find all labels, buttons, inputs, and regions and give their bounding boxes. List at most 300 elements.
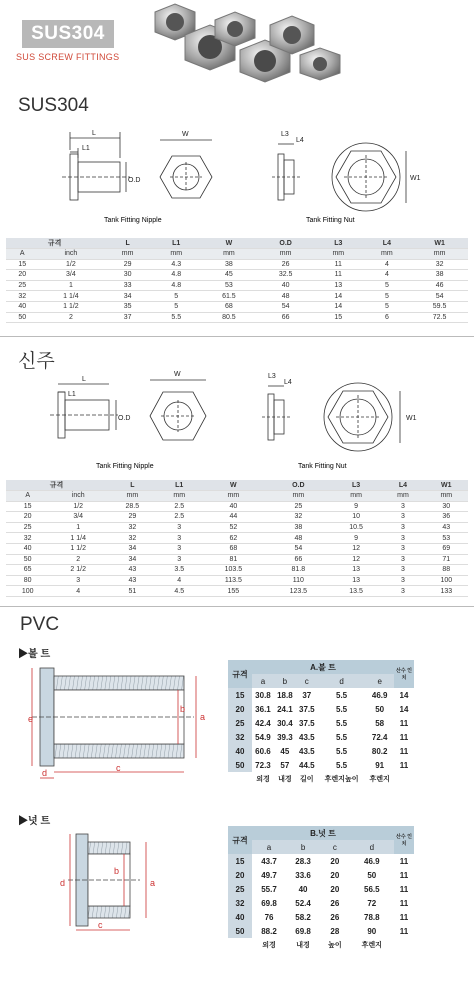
brass-table-cell: 30 xyxy=(425,501,468,512)
sus304-table-cell: 15 xyxy=(6,259,38,270)
brass-table-cell: 2 xyxy=(49,554,107,565)
brass-table-cell: 71 xyxy=(425,554,468,565)
brass-table-cell: 133 xyxy=(425,586,468,597)
sus304-table-cell: 30 xyxy=(103,270,152,281)
bolt-table-row xyxy=(228,702,414,716)
brass-table-cell: 13 xyxy=(331,565,382,576)
dim-OD: O.D xyxy=(128,177,141,184)
sus304-table-row xyxy=(6,270,468,281)
dim-L: L xyxy=(92,130,96,137)
brass-table-cell: 34 xyxy=(107,543,158,554)
bolt-extra-header: 산수 인치 xyxy=(394,660,414,688)
brass-table-cell: 36 xyxy=(425,512,468,523)
sus304-table-cell: 4 xyxy=(363,259,412,270)
sus304-table-cell: 35 xyxy=(103,301,152,312)
sus304-table-cell: 15 xyxy=(314,312,363,323)
dim-L3: L3 xyxy=(281,131,289,138)
sus304-table-row xyxy=(6,312,468,323)
brass-table-cell: 53 xyxy=(425,533,468,544)
sus304-table-row xyxy=(6,259,468,270)
brass-table-cell: 32 xyxy=(266,512,331,523)
brass-table-cell: 2.5 xyxy=(158,501,201,512)
sus304-table-cell: 1 xyxy=(38,280,103,291)
brass-table-cell: 81 xyxy=(201,554,266,565)
sus304-table-cell: 54 xyxy=(257,301,314,312)
bolt-table-cell: 58 xyxy=(375,718,385,728)
brass-table-cell: 32 xyxy=(107,522,158,533)
brass-table-row xyxy=(6,554,468,565)
brass-table-cell: 40 xyxy=(201,501,266,512)
brass-table-cell: 3 xyxy=(158,522,201,533)
bolt-table-cell: 54.9 xyxy=(255,732,271,742)
bolt-table-footer-cell: 후렌지 xyxy=(369,776,390,783)
nut-table-cell: 76 xyxy=(264,912,274,922)
brass-table-cell: 3 xyxy=(49,575,107,586)
brass-dim-W: W xyxy=(174,371,181,378)
bolt-dim-e: e xyxy=(28,714,34,724)
brass-table-cell: 13 xyxy=(331,575,382,586)
sus304-table-cell: 38 xyxy=(411,270,468,281)
bolt-table-cell: 39.3 xyxy=(277,732,293,742)
nut-group-header: B.넛 트 xyxy=(252,826,394,840)
section-title-pvc: PVC xyxy=(20,614,60,635)
bolt-gauge-header: 규격 xyxy=(228,660,252,688)
brass-table-cell: 113.5 xyxy=(201,575,266,586)
col-L1: L1 xyxy=(152,238,201,249)
brass-table-cell: 123.5 xyxy=(266,586,331,597)
nut-dim-b: b xyxy=(114,866,120,876)
brass-table-cell: 1 1/2 xyxy=(49,543,107,554)
nut-table-cell: 78.8 xyxy=(364,912,380,922)
brass-table-cell: 13.5 xyxy=(331,586,382,597)
brass-table-cell: 10.5 xyxy=(331,522,382,533)
sus304-table-cell: 5 xyxy=(152,301,201,312)
bolt-table-cell: 5.5 xyxy=(336,760,348,770)
bolt-table-footer-cell: 후렌지높이 xyxy=(324,776,359,783)
brass-table-cell: 28.5 xyxy=(107,501,158,512)
sus304-table-cell: 33 xyxy=(103,280,152,291)
nut-front-view xyxy=(332,143,406,211)
pvc-nut-drawing xyxy=(52,828,174,932)
bolt-table-row xyxy=(228,688,414,702)
nut-table-footer-cell: 외경 xyxy=(262,942,276,949)
brass-table-cell: 3 xyxy=(381,533,424,544)
nut-table-cell: 46.9 xyxy=(364,856,380,866)
sus304-table-cell: 32 xyxy=(6,291,38,302)
brand-subtitle: SUS SCREW FITTINGS xyxy=(16,52,120,62)
bolt-thread-top xyxy=(54,676,184,690)
sus304-table-cell: 5 xyxy=(152,291,201,302)
nut-thread-top xyxy=(88,842,130,854)
sus304-table-row xyxy=(6,280,468,291)
sus304-table-cell: 14 xyxy=(314,291,363,302)
nut-table-cell: 20 xyxy=(330,870,340,880)
brass-nut-front-view xyxy=(324,383,400,451)
sus304-drawings xyxy=(0,118,474,236)
brass-table-cell: 43 xyxy=(425,522,468,533)
sus304-table-cell: 45 xyxy=(201,270,258,281)
sus304-table-cell: 6 xyxy=(363,312,412,323)
brass-table-cell: 15 xyxy=(6,501,49,512)
nut-table-cell: 28.3 xyxy=(295,856,311,866)
brass-table-cell: 62 xyxy=(201,533,266,544)
bolt-table-cell: 46.9 xyxy=(371,690,388,700)
bolt-table-cell: 80.2 xyxy=(371,746,388,756)
sus304-table-cell: 50 xyxy=(6,312,38,323)
sus304-table-cell: 4.3 xyxy=(152,259,201,270)
nut-table-row xyxy=(228,896,414,910)
nut-table-cell: 55.7 xyxy=(261,884,277,894)
brass-table-cell: 4 xyxy=(49,586,107,597)
nut-table-cell: 52.4 xyxy=(295,898,311,908)
col-L: L xyxy=(103,238,152,249)
brass-table-cell: 34 xyxy=(107,554,158,565)
brass-table-row xyxy=(6,533,468,544)
sus304-table-cell: 66 xyxy=(257,312,314,323)
nipple-side-view xyxy=(62,132,130,200)
brass-table-cell: 50 xyxy=(6,554,49,565)
sus304-table-cell: 37 xyxy=(103,312,152,323)
nut-table-cell: 25 xyxy=(228,882,252,896)
brass-table-cell: 25 xyxy=(6,522,49,533)
brass-dim-L1: L1 xyxy=(68,391,76,398)
nut-table-row xyxy=(228,882,414,896)
page-header xyxy=(0,0,474,90)
nut-table-footer-cell: 후렌지 xyxy=(361,942,382,949)
col-W: W xyxy=(201,238,258,249)
brass-table-cell: 4.5 xyxy=(158,586,201,597)
bolt-table-cell: 37 xyxy=(302,690,312,700)
nut-photo-6 xyxy=(300,48,340,80)
nut-table-cell: 15 xyxy=(228,854,252,868)
brass-dim-OD: O.D xyxy=(118,415,131,422)
col-L3: L3 xyxy=(314,238,363,249)
brass-table-cell: 110 xyxy=(266,575,331,586)
brass-table-cell: 25 xyxy=(266,501,331,512)
bolt-table-cell: 32 xyxy=(228,730,252,744)
col-gauge: 규격 xyxy=(6,238,103,249)
bolt-dim-d: d xyxy=(42,768,48,778)
brass-table-cell: 38 xyxy=(266,522,331,533)
bolt-table-cell: 37.5 xyxy=(299,704,315,714)
sus304-table-cell: 29 xyxy=(103,259,152,270)
bolt-table-footer-cell: 외경 xyxy=(256,776,270,783)
col-W1: W1 xyxy=(411,238,468,249)
brass-table-cell: 44 xyxy=(201,512,266,523)
nut-table-footer-cell: 높이 xyxy=(328,942,342,949)
bolt-group-header: A.볼 트 xyxy=(252,660,394,674)
sus304-table-row xyxy=(6,301,468,312)
sus304-table-cell: 32 xyxy=(411,259,468,270)
pvc-bolt-label: ▶볼 트 xyxy=(18,649,51,660)
brass-table-cell: 66 xyxy=(266,554,331,565)
nut-table-cell: 58.2 xyxy=(295,912,311,922)
brass-table-cell: 155 xyxy=(201,586,266,597)
brass-table-cell: 12 xyxy=(331,554,382,565)
nut-table-cell: 49.7 xyxy=(261,870,277,880)
brass-table-cell: 80 xyxy=(6,575,49,586)
nut-table-cell: 28 xyxy=(330,926,340,936)
bolt-table-cell: 5.5 xyxy=(336,732,348,742)
nut-table-row xyxy=(228,868,414,882)
brass-table-cell: 3 xyxy=(381,565,424,576)
brass-table-cell: 3 xyxy=(381,575,424,586)
sus304-table-cell: 53 xyxy=(201,280,258,291)
brass-table-cell: 43 xyxy=(107,575,158,586)
brass-table-cell: 9 xyxy=(331,501,382,512)
bolt-table-cell: 30.8 xyxy=(255,690,271,700)
nut-table-cell: 90 xyxy=(367,926,377,936)
sus304-table-cell: 5 xyxy=(363,280,412,291)
sus304-table-cell: 59.5 xyxy=(411,301,468,312)
brass-nut-side-view xyxy=(262,386,290,440)
brass-table-cell: 10 xyxy=(331,512,382,523)
brass-table-cell: 12 xyxy=(331,543,382,554)
bolt-table-cell: 11 xyxy=(399,746,409,756)
brass-table-row xyxy=(6,565,468,576)
sus304-table-cell: 5 xyxy=(363,301,412,312)
sus304-table-cell: 4 xyxy=(363,270,412,281)
caption-nut: Tank Fitting Nut xyxy=(306,217,355,224)
brass-caption-nipple: Tank Fitting Nipple xyxy=(96,463,154,470)
brass-table-cell: 3 xyxy=(381,543,424,554)
bolt-table-cell: 50 xyxy=(375,704,385,714)
pvc-bolt-drawing xyxy=(28,660,224,784)
bolt-thread-bottom xyxy=(54,744,184,758)
sus304-table-cell: 80.5 xyxy=(201,312,258,323)
sus304-table-cell: 4.8 xyxy=(152,280,201,291)
nut-table-cell: 11 xyxy=(399,926,409,936)
bolt-table-row xyxy=(228,730,414,744)
sus304-table-cell: 11 xyxy=(314,270,363,281)
nut-table-cell: 88.2 xyxy=(261,926,277,936)
sus304-table-cell: 3/4 xyxy=(38,270,103,281)
nut-table-cell: 50 xyxy=(367,870,377,880)
nut-table-cell: 40 xyxy=(298,884,308,894)
dim-W1: W1 xyxy=(410,175,421,182)
col-L4: L4 xyxy=(363,238,412,249)
bolt-table-cell: 18.8 xyxy=(277,690,293,700)
nut-table-row xyxy=(228,910,414,924)
bolt-table-cell: 50 xyxy=(228,758,252,772)
brass-table-cell: 54 xyxy=(266,543,331,554)
section-title-sus304: SUS304 xyxy=(18,95,89,116)
nut-table-cell: 20 xyxy=(228,868,252,882)
nut-table-cell: 43.7 xyxy=(261,856,277,866)
sus304-table-cell: 46 xyxy=(411,280,468,291)
brass-table-cell: 3 xyxy=(381,501,424,512)
brass-table-cell: 100 xyxy=(425,575,468,586)
bolt-dim-a: a xyxy=(200,712,206,722)
nut-table-cell: 72 xyxy=(367,898,377,908)
pvc-nut-table: 규격 B.넛 트 산수 인치 a b c d 15 43.7 28.3 20 46.9 11 20 49.7 33.6 20 50 11 25 55.7 40 20 56.5 11 32 69.8 52.4 26 72 11 40 76 58.2 26 78.8 11 50 88.2 69.8 28 90 11 외경 내경 높이 후렌지 xyxy=(228,826,414,952)
sus304-table-cell: 1 1/2 xyxy=(38,301,103,312)
brass-dim-L4: L4 xyxy=(284,379,292,386)
sus304-table-cell: 38 xyxy=(201,259,258,270)
nut-dim-a: a xyxy=(150,878,156,888)
brass-table-cell: 65 xyxy=(6,565,49,576)
brass-nipple-side-view xyxy=(50,384,118,438)
brass-table-cell: 3 xyxy=(381,554,424,565)
bolt-table-cell: 44.5 xyxy=(299,760,315,770)
brass-table-cell: 103.5 xyxy=(201,565,266,576)
brass-table-row xyxy=(6,522,468,533)
bolt-table-cell: 14 xyxy=(399,704,409,714)
dim-W: W xyxy=(182,131,189,138)
brass-dim-L: L xyxy=(82,376,86,383)
nut-photo-3 xyxy=(215,12,255,46)
sus304-table-cell: 20 xyxy=(6,270,38,281)
bolt-table-cell: 57 xyxy=(280,760,290,770)
brass-table-cell: 43 xyxy=(107,565,158,576)
bolt-table-cell: 5.5 xyxy=(336,690,348,700)
bolt-table-cell: 5.5 xyxy=(336,718,348,728)
brass-table-cell: 3 xyxy=(381,586,424,597)
sus304-table-cell: 25 xyxy=(6,280,38,291)
sus304-table-cell: 48 xyxy=(257,291,314,302)
nut-table-cell: 26 xyxy=(330,912,340,922)
sus304-table-cell: 34 xyxy=(103,291,152,302)
brass-table-row xyxy=(6,512,468,523)
bolt-table-cell: 24.1 xyxy=(277,704,293,714)
brass-table-cell: 3 xyxy=(381,522,424,533)
bolt-table-cell: 43.5 xyxy=(299,746,315,756)
nut-table-cell: 40 xyxy=(228,910,252,924)
brass-table-cell: 3 xyxy=(381,512,424,523)
bolt-table-cell: 25 xyxy=(228,716,252,730)
sus304-table-cell: 40 xyxy=(6,301,38,312)
nut-table-cell: 26 xyxy=(330,898,340,908)
brass-table-row xyxy=(6,501,468,512)
bolt-table-cell: 72.3 xyxy=(255,760,271,770)
section-divider xyxy=(0,336,474,337)
brass-table-cell: 2 1/2 xyxy=(49,565,107,576)
bolt-table-footer-row xyxy=(228,772,414,786)
bolt-table-cell: 43.5 xyxy=(299,732,315,742)
brass-table-cell: 3 xyxy=(158,533,201,544)
brass-table-cell: 81.8 xyxy=(266,565,331,576)
sus304-table-cell: 32.5 xyxy=(257,270,314,281)
section-title-brass: 신주 xyxy=(18,351,55,372)
brass-drawings xyxy=(0,364,474,476)
nut-thread-bottom xyxy=(88,906,130,918)
brass-table-cell: 3 xyxy=(158,543,201,554)
bolt-table-cell: 11 xyxy=(399,732,409,742)
brass-table-cell: 20 xyxy=(6,512,49,523)
brass-table-cell: 40 xyxy=(6,543,49,554)
sus304-table-cell: 14 xyxy=(314,301,363,312)
brass-table-cell: 29 xyxy=(107,512,158,523)
section-divider xyxy=(0,606,474,607)
sus304-table-cell: 54 xyxy=(411,291,468,302)
brass-table-cell: 3 xyxy=(158,554,201,565)
brass-nipple-front-view xyxy=(150,380,206,440)
bolt-table-cell: 37.5 xyxy=(299,718,315,728)
pvc-nut-label: ▶넛 트 xyxy=(18,816,51,827)
brass-table-cell: 100 xyxy=(6,586,49,597)
bolt-table-cell: 11 xyxy=(399,760,409,770)
nut-table-row xyxy=(228,924,414,938)
sus304-table-cell: 40 xyxy=(257,280,314,291)
bolt-table-footer-cell: 내경 xyxy=(278,776,292,783)
brass-table-cell: 48 xyxy=(266,533,331,544)
sus304-table-cell: 5 xyxy=(363,291,412,302)
nut-gauge-header: 규격 xyxy=(228,826,252,854)
nut-table-cell: 32 xyxy=(228,896,252,910)
brand-logo: SUS304 xyxy=(22,20,114,48)
nut-table-cell: 20 xyxy=(330,884,340,894)
nut-table-cell: 50 xyxy=(228,924,252,938)
bolt-table-row xyxy=(228,758,414,772)
bolt-table-row xyxy=(228,716,414,730)
bolt-table-cell: 15 xyxy=(228,688,252,702)
sus304-table-cell: 11 xyxy=(314,259,363,270)
bolt-dim-c: c xyxy=(116,763,121,773)
brass-table-cell: 32 xyxy=(6,533,49,544)
brass-table-cell: 51 xyxy=(107,586,158,597)
brass-table-cell: 68 xyxy=(201,543,266,554)
brass-table-cell: 3/4 xyxy=(49,512,107,523)
caption-nipple: Tank Fitting Nipple xyxy=(104,217,162,224)
bolt-table-cell: 14 xyxy=(399,690,409,700)
nut-table-cell: 20 xyxy=(330,856,340,866)
nut-table-row xyxy=(228,854,414,868)
brass-spec-table: 규격 L L1 W O.D L3 L4 W1 A inch mm mm mm mm mm mm mm 15 1/2 28.5 2.5 40 25 9 3 30 20 3/4 29 2.5 44 32 10 3 36 25 1 32 3 52 38 10.5 3 43 32 1 1/4 32 3 62 48 9 3 53 40 1 1/2 34 3 68 54 12 3 69 50 2 34 3 81 66 12 3 71 65 2 1/2 43 3.5 103.5 81.8 13 3 88 80 3 43 4 113.5 110 13 3 100 100 4 51 4.5 155 123.5 13.5 3 133 xyxy=(6,480,468,597)
sus304-table-cell: 13 xyxy=(314,280,363,291)
nut-side-view xyxy=(272,144,300,200)
sus304-table-cell: 1/2 xyxy=(38,259,103,270)
nut-table-footer-cell: 내경 xyxy=(296,942,310,949)
brass-table-cell: 88 xyxy=(425,565,468,576)
nut-table-footer-row xyxy=(228,938,414,952)
pvc-bolt-table: 규격 A.볼 트 산수 인치 a b c d e 15 30.8 18.8 37 5.5 46.9 14 20 36.1 24.1 37.5 5.5 50 14 25 42.4 30.4 37.5 5.5 58 11 32 54.9 39.3 43.5 5.5 72.4 11 40 60.6 45 43.5 5.5 80.2 11 50 72.3 57 44.5 5.5 91 11 외경 내경 길이 후렌지높이 후렌지 xyxy=(228,660,414,786)
brass-table-cell: 3.5 xyxy=(158,565,201,576)
bolt-table-cell: 91 xyxy=(375,760,385,770)
bolt-table-cell: 60.6 xyxy=(255,746,271,756)
nut-table-cell: 33.6 xyxy=(295,870,311,880)
nut-dim-d: d xyxy=(60,878,66,888)
brass-table-row xyxy=(6,543,468,554)
bolt-table-row xyxy=(228,744,414,758)
nut-table-cell: 11 xyxy=(399,884,409,894)
nut-extra-header: 산수 인치 xyxy=(394,826,414,854)
nut-dim-c: c xyxy=(98,920,103,930)
dim-L1: L1 xyxy=(82,145,90,152)
nut-table-cell: 11 xyxy=(399,898,409,908)
brass-table-cell: 1 1/4 xyxy=(49,533,107,544)
bolt-dim-b: b xyxy=(180,704,186,714)
sus304-table-row xyxy=(6,291,468,302)
product-photo xyxy=(140,0,474,90)
brass-table-cell: 2.5 xyxy=(158,512,201,523)
brass-table-cell: 1/2 xyxy=(49,501,107,512)
sus304-spec-table: 규격 L L1 W O.D L3 L4 W1 A inch mm mm mm mm mm mm mm 15 1/2 29 4.3 38 26 11 4 32 20 3/4 30 4.8 45 32.5 11 4 38 25 1 33 4.8 53 40 13 5 46 32 1 1/4 34 5 61.5 48 14 5 54 40 1 1/2 35 5 68 54 14 5 59.5 50 2 37 5.5 80.5 66 15 6 72.5 xyxy=(6,238,468,323)
bolt-table-cell: 20 xyxy=(228,702,252,716)
brass-table-cell: 69 xyxy=(425,543,468,554)
bolt-table-cell: 36.1 xyxy=(255,704,271,714)
bolt-table-cell: 42.4 xyxy=(255,718,271,728)
brass-table-row xyxy=(6,575,468,586)
brass-dim-W1: W1 xyxy=(406,415,417,422)
sus304-table-cell: 68 xyxy=(201,301,258,312)
sus304-table-cell: 2 xyxy=(38,312,103,323)
bolt-table-cell: 72.4 xyxy=(371,732,388,742)
bolt-table-cell: 11 xyxy=(399,718,409,728)
brass-dim-L3: L3 xyxy=(268,373,276,380)
brass-table-cell: 32 xyxy=(107,533,158,544)
brass-table-row xyxy=(6,586,468,597)
sus304-table-cell: 5.5 xyxy=(152,312,201,323)
